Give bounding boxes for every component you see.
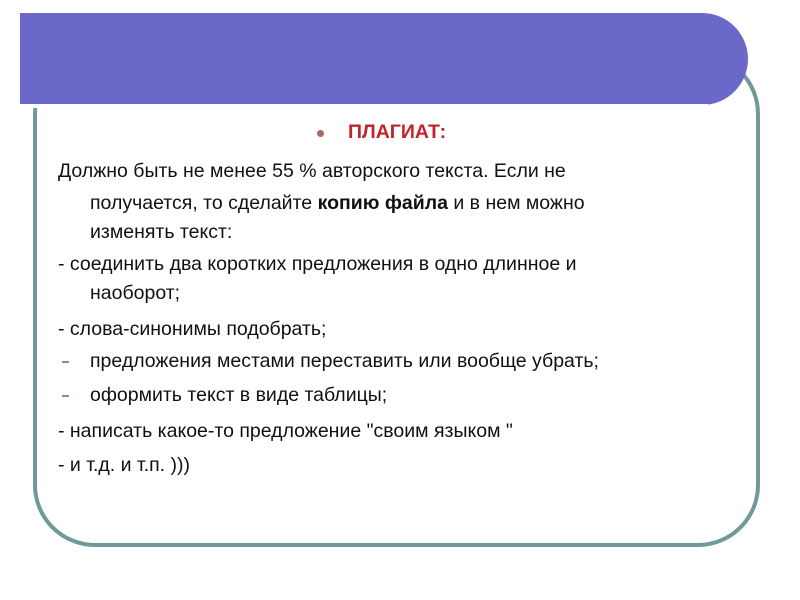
list-item-2: - слова-синонимы подобрать; [58,318,327,340]
paragraph-line-2-end: и в нем можно [447,192,585,214]
list-item-3: предложения местами переставить или вообще убрать; [90,350,599,372]
paragraph-line-2-text: получается, то сделайте [90,192,318,214]
title-bullet-icon [317,130,324,137]
list-item-6: - и т.д. и т.п. ))) [58,454,190,476]
dash-bullet-icon [62,361,69,363]
slide-title: ПЛАГИАТ: [348,121,447,143]
paragraph-line-1: Должно быть не менее 55 % авторского текста. Если не [58,160,566,182]
paragraph-line-3: изменять текст: [90,221,233,243]
list-item-1-cont: наоборот; [90,282,181,304]
file-copy-emphasis: копию файла [317,192,448,214]
list-item-1: - соединить два коротких предложения в одно длинное и [58,253,577,275]
list-item-5: - написать какое-то предложение "своим языком " [58,420,513,442]
dash-bullet-icon [62,395,69,397]
list-item-4: оформить текст в виде таблицы; [90,384,388,406]
paragraph-line-2 [90,187,585,219]
